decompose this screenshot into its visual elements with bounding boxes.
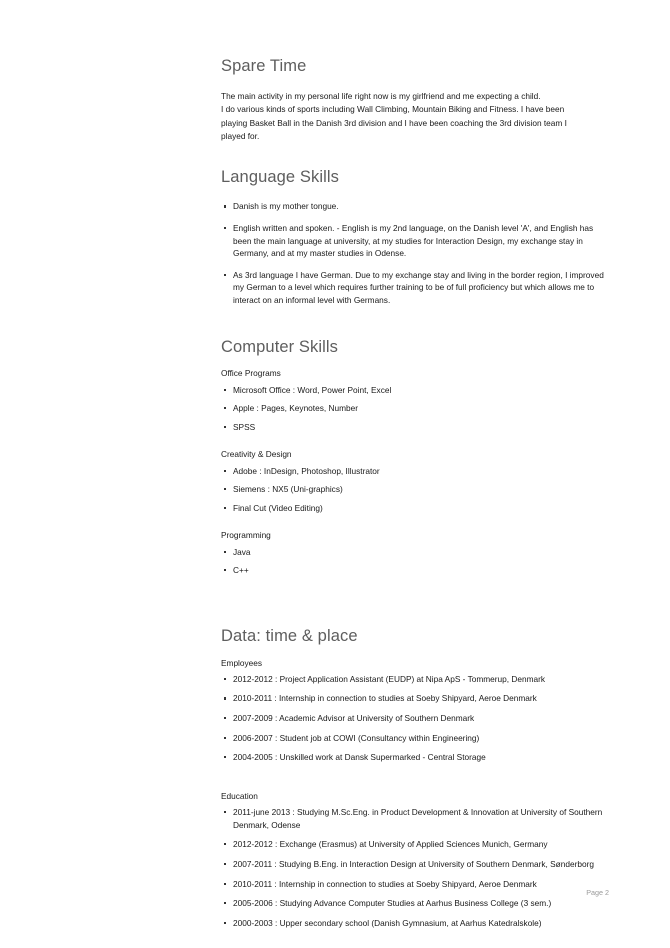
language-skills-list [221, 200, 609, 306]
list-item: 2007-2009 : Academic Advisor at University of Southern Denmark [221, 712, 609, 725]
spare-time-paragraph [221, 90, 609, 144]
programming-list [221, 546, 609, 577]
subheading-education: Education [221, 790, 258, 801]
list-item: 2011-june 2013 : Studying M.Sc.Eng. in Product Development & Innovation at University of Southern Denmark, Odense [221, 806, 609, 831]
list-item: 2000-2003 : Upper secondary school (Danish Gymnasium, at Aarhus Katedralskole) [221, 917, 609, 930]
paragraph-line: The main activity in my personal life right now is my girlfriend and me expecting a child. [221, 90, 541, 101]
spacer [221, 144, 609, 168]
list-item: SPSS [221, 421, 609, 434]
list-item: 2007-2011 : Studying B.Eng. in Interaction Design at University of Southern Denmark, Sønderborg [221, 858, 609, 871]
list-item: Final Cut (Video Editing) [221, 502, 609, 515]
group-programming [221, 530, 609, 576]
subheading-employees: Employees [221, 657, 263, 668]
section-spare-time [221, 57, 609, 144]
list-item: As 3rd language I have German. Due to my exchange stay and living in the border region, I improved my German to a level which requires further training to be of full proficiency but which allows me to interact on an informal level with Germans. [221, 269, 609, 307]
section-heading-language-skills: Language Skills [221, 167, 339, 186]
list-item: 2010-2011 : Internship in connection to studies at Soeby Shipyard, Aeroe Denmark [221, 692, 609, 705]
paragraph-line: I do various kinds of sports including Wall Climbing, Mountain Biking and Fitness. I have been [221, 104, 565, 115]
spacer [221, 439, 609, 449]
subheading-office-programs: Office Programs [221, 368, 281, 379]
paragraph-line: played for. [221, 131, 260, 142]
document-content [221, 57, 609, 929]
list-item: C++ [221, 564, 609, 577]
group-employees [221, 658, 609, 764]
page-footer [221, 888, 609, 897]
office-programs-list [221, 384, 609, 434]
group-creativity-design [221, 449, 609, 514]
employees-list [221, 673, 609, 764]
page-number-label: Page 2 [586, 888, 609, 897]
education-list [221, 806, 609, 929]
spacer [221, 316, 609, 338]
spacer [221, 520, 609, 530]
list-item: 2005-2006 : Studying Advance Computer Studies at Aarhus Business College (3 sem.) [221, 897, 609, 910]
group-office-programs [221, 368, 609, 433]
subheading-creativity-design: Creativity & Design [221, 449, 292, 460]
section-heading-data-time-place: Data: time & place [221, 626, 358, 645]
list-item: English written and spoken. - English is my 2nd language, on the Danish level 'A', and English has been the main language at university, at my studies for Interaction Design, my exchange stay in Germany, and at my master studies in Odense. [221, 222, 609, 260]
list-item: 2010-2011 : Internship in connection to studies at Soeby Shipyard, Aeroe Denmark [221, 878, 609, 891]
section-heading-spare-time: Spare Time [221, 57, 307, 75]
section-heading-computer-skills: Computer Skills [221, 337, 339, 356]
list-item: Apple : Pages, Keynotes, Number [221, 402, 609, 415]
list-item: 2012-2012 : Project Application Assistant (EUDP) at Nipa ApS - Tommerup, Denmark [221, 673, 609, 686]
spacer [221, 583, 609, 627]
group-education [221, 791, 609, 929]
paragraph-line: playing Basket Ball in the Danish 3rd division and I have been coaching the 3rd division team I [221, 117, 567, 128]
list-item: Java [221, 546, 609, 559]
list-item: 2012-2012 : Exchange (Erasmus) at University of Applied Sciences Munich, Germany [221, 838, 609, 851]
creativity-design-list [221, 465, 609, 515]
list-item: 2006-2007 : Student job at COWI (Consultancy within Engineering) [221, 732, 609, 745]
list-item: 2004-2005 : Unskilled work at Dansk Supermarked - Central Storage [221, 751, 609, 764]
list-item: Siemens : NX5 (Uni-graphics) [221, 483, 609, 496]
list-item: Adobe : InDesign, Photoshop, Illustrator [221, 465, 609, 478]
subheading-programming: Programming [221, 530, 271, 541]
list-item: Danish is my mother tongue. [221, 200, 609, 213]
section-computer-skills [221, 338, 609, 577]
list-item: Microsoft Office : Word, Power Point, Excel [221, 384, 609, 397]
section-language-skills [221, 168, 609, 307]
section-data-time-place [221, 627, 609, 929]
spacer [221, 764, 609, 791]
